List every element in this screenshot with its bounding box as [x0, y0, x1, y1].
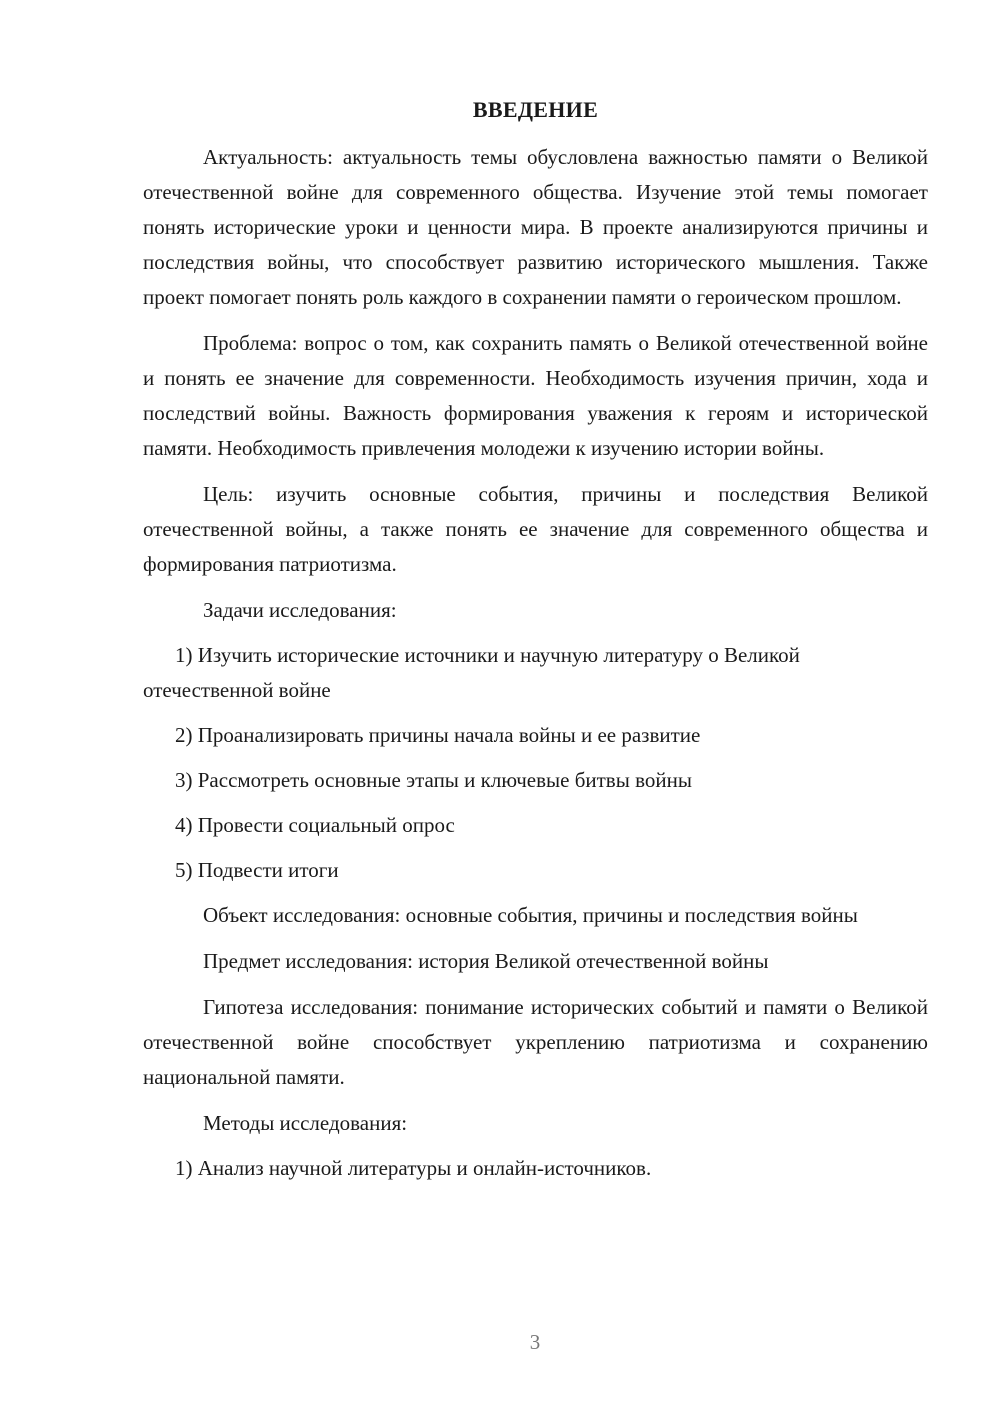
method-item: 1) Анализ научной литературы и онлайн-источников.	[175, 1156, 652, 1180]
hypothesis-paragraph: Гипотеза исследования: понимание исторических событий и памяти о Великой отечественной войне способствует укреплению патриотизма и сохранению национальной памяти.	[143, 995, 928, 1089]
object-paragraph: Объект исследования: основные события, причины и последствия войны	[203, 903, 858, 927]
task-item: 2) Проанализировать причины начала войны и ее развитие	[175, 723, 701, 747]
document-page	[143, 92, 928, 1196]
task-item: 4) Провести социальный опрос	[175, 813, 455, 837]
tasks-label: Задачи исследования:	[203, 598, 397, 622]
task-item: 1) Изучить исторические источники и научную литературу о Великой отечественной войне	[143, 643, 800, 702]
task-item: 5) Подвести итоги	[175, 858, 339, 882]
task-item: 3) Рассмотреть основные этапы и ключевые битвы войны	[175, 768, 692, 792]
page-number: 3	[529, 1330, 541, 1354]
methods-list	[143, 1151, 928, 1186]
problem-paragraph: Проблема: вопрос о том, как сохранить память о Великой отечественной войне и понять ее значение для современности. Необходимость изучения причин, хода и последствий войны. Важность формирования уважения к героям и исторической памяти. Необходимость привлечения молодежи к изучению истории войны.	[143, 331, 928, 460]
methods-label: Методы исследования:	[203, 1111, 408, 1135]
relevance-paragraph: Актуальность: актуальность темы обусловлена важностью памяти о Великой отечественной войне для современного общества. Изучение этой темы помогает понять исторические уроки и ценности мира. В проекте анализируются причины и последствия войны, что способствует развитию исторического мышления. Также проект помогает понять роль каждого в сохранении памяти о героическом прошлом.	[143, 145, 928, 309]
page-title: ВВЕДЕНИЕ	[472, 97, 599, 122]
tasks-list	[143, 638, 928, 888]
goal-paragraph: Цель: изучить основные события, причины и последствия Великой отечественной войны, а также понять ее значение для современного общества и формирования патриотизма.	[143, 482, 928, 576]
subject-paragraph: Предмет исследования: история Великой отечественной войны	[203, 949, 769, 973]
